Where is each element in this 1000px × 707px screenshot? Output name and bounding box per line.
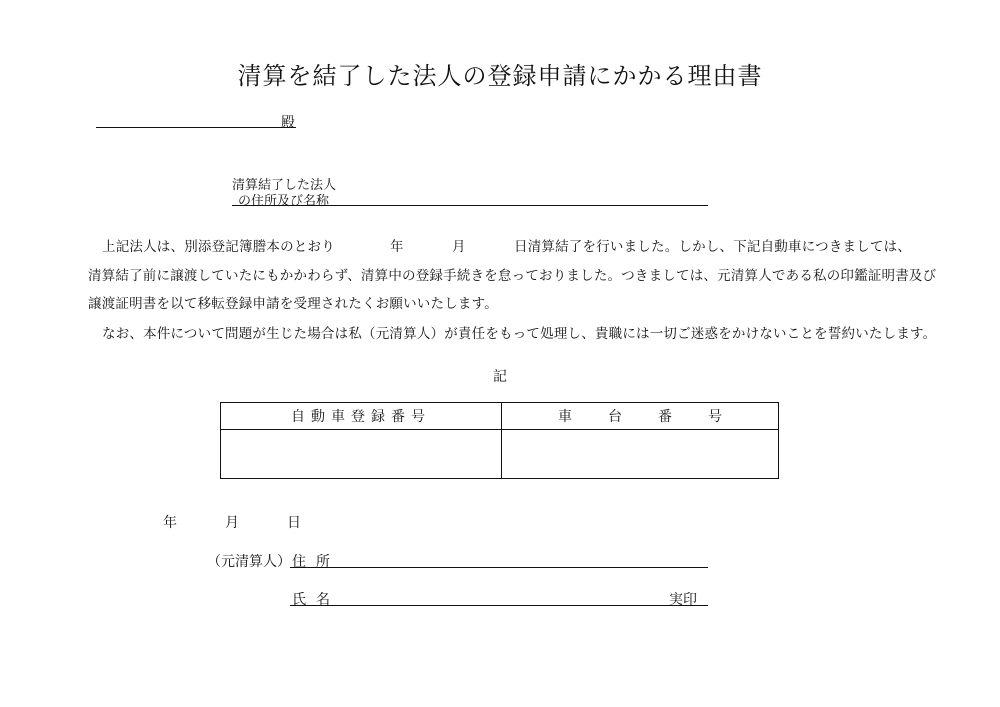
registration-number-cell[interactable] bbox=[221, 430, 502, 479]
date-year: 年 bbox=[163, 515, 177, 531]
date-day: 日 bbox=[287, 515, 301, 531]
addressee-suffix: 殿 bbox=[281, 115, 295, 131]
corporation-label-line1: 清算結了した法人 bbox=[232, 178, 337, 193]
body-line4: なお、本件について問題が生じた場合は私（元清算人）が責任をもって処理し、貴職には一切ご迷惑をかけないことを誓約いたします。 bbox=[102, 326, 937, 342]
document-title: 清算を結了した法人の登録申請にかかる理由書 bbox=[237, 62, 763, 90]
table-header-row bbox=[221, 403, 779, 430]
ki-heading: 記 bbox=[493, 369, 507, 385]
signer-address-label: 住所 bbox=[292, 554, 340, 570]
body-line1-a: 上記法人は、別添登記簿謄本のとおり bbox=[102, 239, 335, 255]
date-month: 月 bbox=[225, 515, 239, 531]
signer-name-label: 氏名 bbox=[292, 592, 340, 608]
signer-name-field[interactable] bbox=[290, 605, 708, 606]
body-line1-month: 月 bbox=[452, 239, 466, 255]
addressee-field[interactable] bbox=[96, 127, 296, 128]
body-line3: 譲渡証明書を以て移転登録申請を受理されたくお願いいたします。 bbox=[88, 296, 498, 312]
body-line1-year: 年 bbox=[390, 239, 404, 255]
signer-address-field[interactable] bbox=[290, 567, 708, 568]
chassis-number-cell[interactable] bbox=[502, 430, 779, 479]
header-registration-number: 自動車登録番号 bbox=[221, 403, 502, 430]
corporation-field[interactable] bbox=[232, 205, 708, 206]
signer-role: （元清算人） bbox=[207, 554, 291, 570]
seal-label: 実印 bbox=[669, 592, 697, 608]
header-chassis-number: 車台番号 bbox=[502, 403, 779, 430]
body-line1-b: 日清算結了を行いました。しかし、下記自動車につきましては、 bbox=[514, 239, 912, 255]
body-line2: 清算結了前に譲渡していたにもかかわらず、清算中の登録手続きを怠っておりました。つきましては、元清算人である私の印鑑証明書及び bbox=[88, 268, 937, 284]
table-row bbox=[221, 430, 779, 479]
vehicle-table bbox=[220, 402, 779, 479]
corporation-label-line2: の住所及び名称 bbox=[238, 194, 330, 209]
